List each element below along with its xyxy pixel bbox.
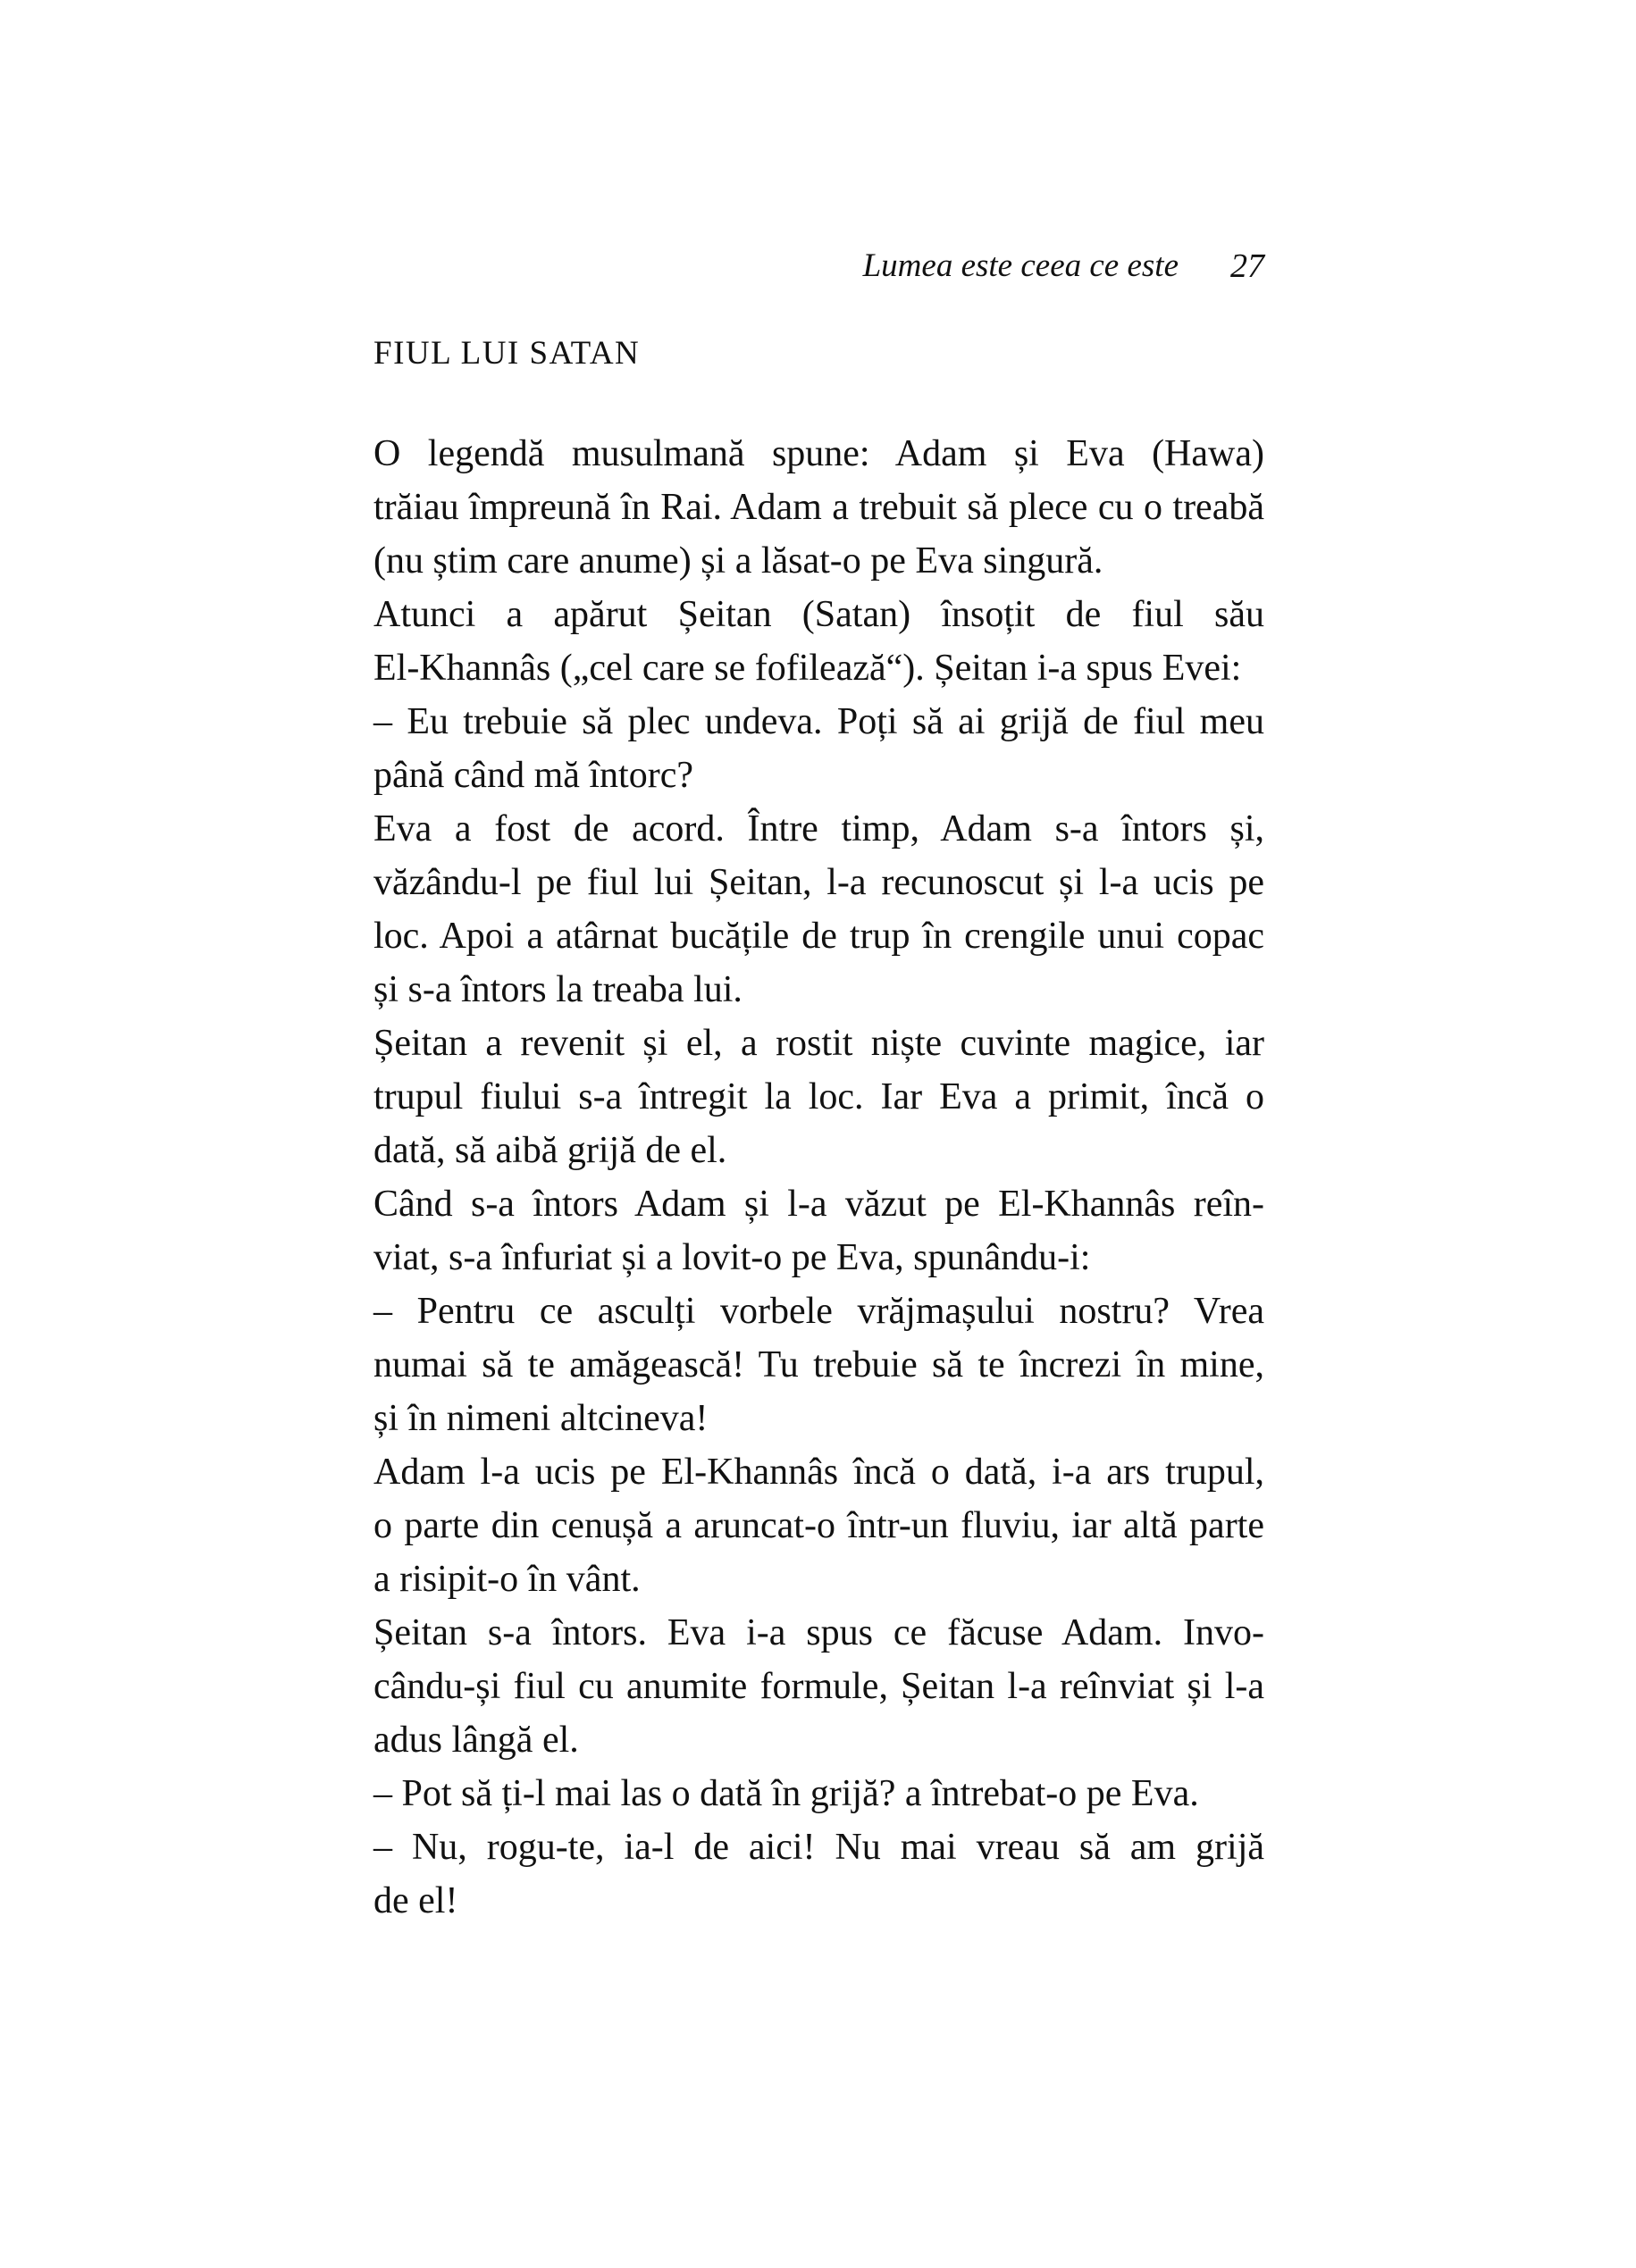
running-title: Lumea este ceea ce este xyxy=(862,247,1179,284)
page-number: 27 xyxy=(1230,247,1264,285)
text-line: și s-a întors la treaba lui. xyxy=(373,969,742,1010)
text-line: până când mă întorc? xyxy=(373,755,693,796)
text-line: trupul fiului s-a întregit la loc. Iar Eva a primit, încă o xyxy=(373,1076,1264,1117)
text-line: adus lângă el. xyxy=(373,1720,579,1761)
text-line: (nu știm care anume) și a lăsat-o pe Eva singură. xyxy=(373,540,1103,582)
paragraph xyxy=(317,1820,1264,1928)
paragraph xyxy=(317,1285,1264,1445)
text-line: cându-și fiul cu anumite formule, Șeitan l-a reînviat și l-a xyxy=(373,1666,1264,1707)
chapter-title: FIUL LUI SATAN xyxy=(373,335,641,372)
paragraph xyxy=(317,1445,1264,1606)
text-line: dată, să aibă grijă de el. xyxy=(373,1130,727,1171)
text-line: trăiau împreună în Rai. Adam a trebuit să plece cu o treabă xyxy=(373,487,1264,528)
text-line: loc. Apoi a atârnat bucățile de trup în crengile unui copac xyxy=(373,916,1264,957)
text-line: Atunci a apărut Șeitan (Satan) însoțit de fiul său xyxy=(373,594,1264,635)
paragraph xyxy=(317,1017,1264,1177)
text-line: o parte din cenușă a aruncat-o într-un fluviu, iar altă parte xyxy=(373,1505,1264,1546)
paragraph xyxy=(317,1606,1264,1767)
paragraph xyxy=(317,695,1264,802)
text-line: numai să te amăgească! Tu trebuie să te încrezi în mine, xyxy=(373,1344,1264,1385)
text-line: – Nu, rogu-te, ia-l de aici! Nu mai vreau să am grijă xyxy=(373,1827,1264,1868)
paragraph xyxy=(317,1177,1264,1285)
text-line: și în nimeni altcineva! xyxy=(373,1398,709,1439)
text-line: Șeitan s-a întors. Eva i-a spus ce făcuse Adam. Invo- xyxy=(373,1612,1264,1653)
running-header xyxy=(317,241,1264,291)
text-line: – Pentru ce asculți vorbele vrăjmașului nostru? Vrea xyxy=(373,1291,1264,1332)
text-line: Șeitan a revenit și el, a rostit niște cuvinte magice, iar xyxy=(373,1023,1264,1064)
paragraph xyxy=(317,588,1264,695)
text-line: El-Khannâs („cel care se fofilează“). Șeitan i-a spus Evei: xyxy=(373,648,1242,689)
text-line: Când s-a întors Adam și l-a văzut pe El-Khannâs reîn- xyxy=(373,1184,1264,1225)
paragraph xyxy=(317,427,1264,588)
text-line: văzându-l pe fiul lui Șeitan, l-a recunoscut și l-a ucis pe xyxy=(373,862,1264,903)
text-line: de el! xyxy=(373,1880,458,1921)
text-line: a risipit-o în vânt. xyxy=(373,1559,641,1600)
text-line: Adam l-a ucis pe El-Khannâs încă o dată, i-a ars trupul, xyxy=(373,1452,1264,1493)
text-line: – Pot să ți-l mai las o dată în grijă? a întrebat-o pe Eva. xyxy=(373,1773,1199,1814)
text-line: viat, s-a înfuriat și a lovit-o pe Eva, spunându-i: xyxy=(373,1237,1091,1278)
paragraph xyxy=(317,1767,1264,1820)
text-line: O legendă musulmană spune: Adam și Eva (Hawa) xyxy=(373,433,1264,474)
body-text xyxy=(317,427,1264,1928)
text-line: Eva a fost de acord. Între timp, Adam s-a întors și, xyxy=(373,808,1264,849)
text-line: – Eu trebuie să plec undeva. Poți să ai grijă de fiul meu xyxy=(373,701,1264,742)
paragraph xyxy=(317,802,1264,1017)
